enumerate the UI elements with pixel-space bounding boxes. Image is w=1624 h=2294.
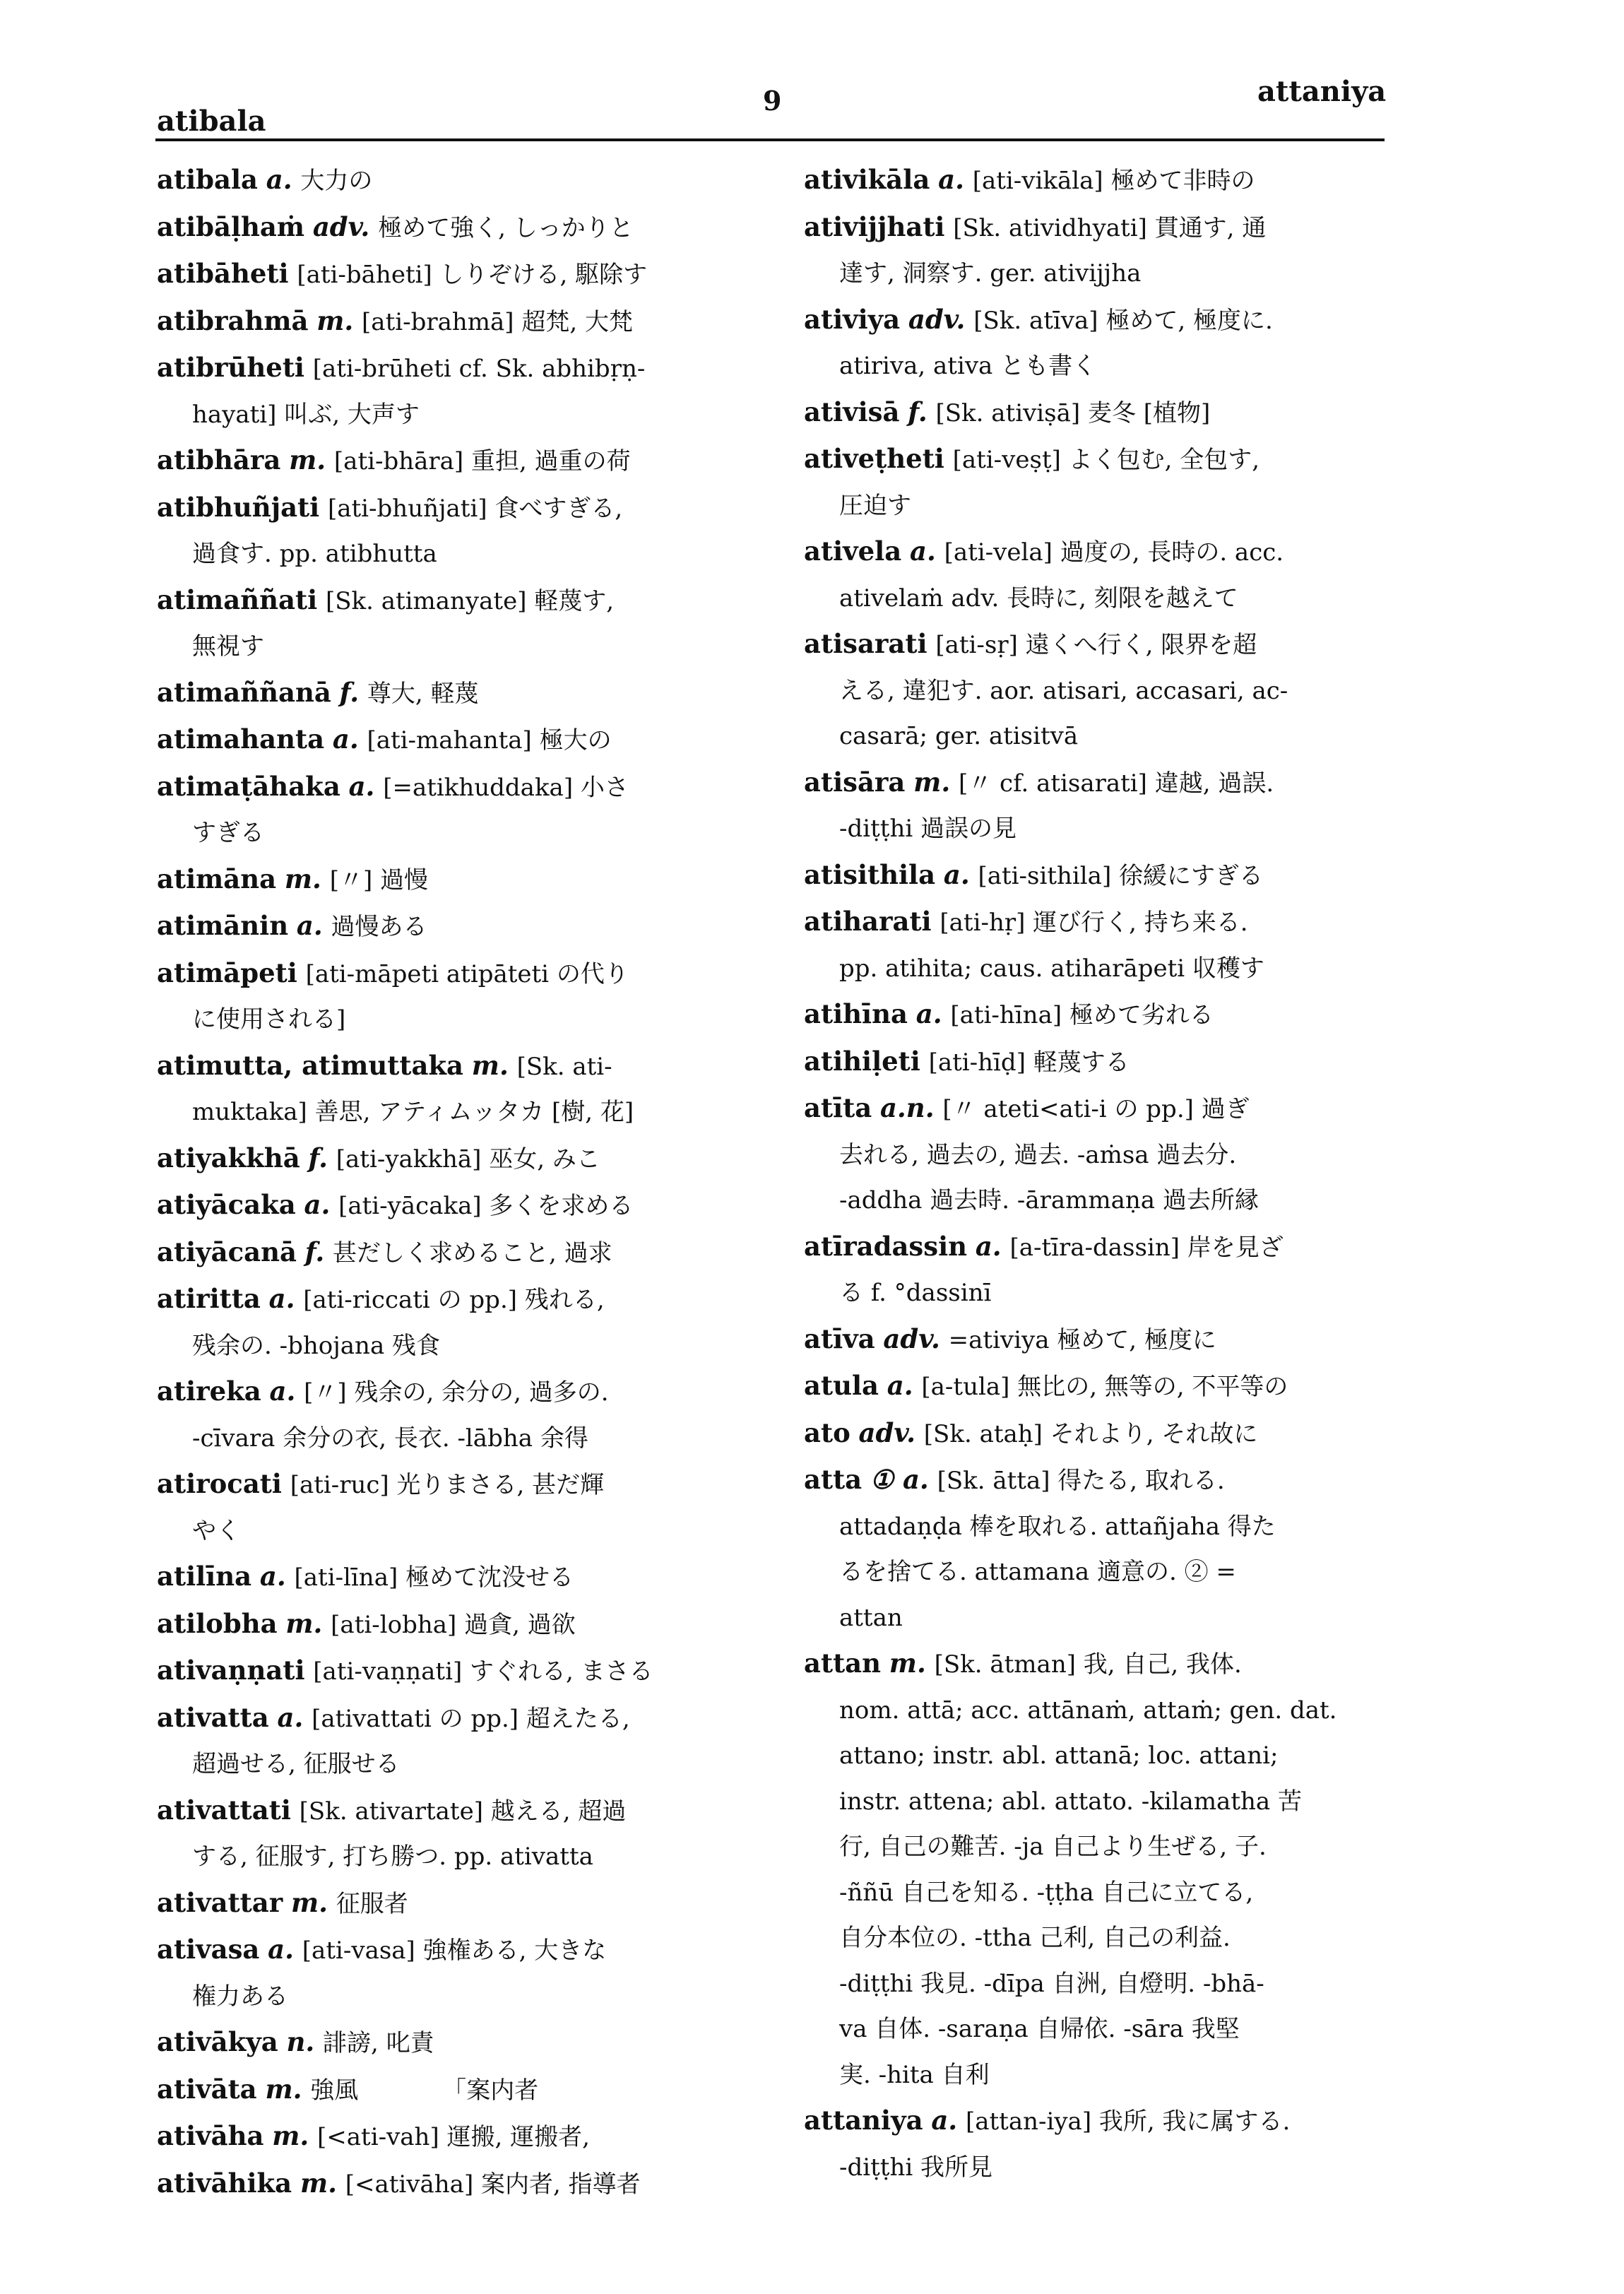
definition-continuation: 超過せる, 征服せる xyxy=(192,1750,400,1778)
definition-text: [ati-bāheti] しりぞける, 駆除す xyxy=(297,261,648,289)
definition-continuation: -diṭṭhi 我見. -dīpa 自洲, 自燈明. -bhā- xyxy=(839,1969,1264,1998)
grammar-tag: a. xyxy=(268,1283,295,1314)
dictionary-entry xyxy=(804,899,1390,991)
grammar-tag: a. xyxy=(269,1376,296,1407)
grammar-tag: a. xyxy=(296,910,323,941)
grammar-tag: f. xyxy=(908,396,927,427)
definition-text: [ati-lobha] 過貪, 過欲 xyxy=(331,1610,576,1639)
grammar-tag: m. xyxy=(291,1886,328,1918)
left-column xyxy=(157,157,771,2207)
headword: atīta xyxy=(804,1092,872,1123)
grammar-tag: a. xyxy=(943,858,970,890)
definition-text: 誹謗, 叱責 xyxy=(323,2029,434,2057)
definition-continuation: attadaṇḍa 棒を取れる. attañjaha 得た xyxy=(839,1512,1276,1541)
definition-continuation: える, 違犯す. aor. atisari, accasari, ac- xyxy=(839,676,1288,705)
definition-continuation: 権力ある xyxy=(192,1982,288,2011)
dictionary-entry xyxy=(157,1787,771,1880)
definition-text: [ati-ruc] 光りまさる, 甚だ輝 xyxy=(290,1471,605,1499)
headword: ativasa xyxy=(157,1934,260,1965)
definition-continuation: -diṭṭhi 我所見 xyxy=(839,2153,993,2182)
headword: atireka xyxy=(157,1376,261,1407)
headword: ativāha xyxy=(157,2120,264,2151)
definition-continuation: pp. atihita; caus. atiharāpeti 収穫す xyxy=(839,954,1264,983)
headword: atilobha xyxy=(157,1607,278,1639)
dictionary-entry xyxy=(157,1461,771,1554)
definition-continuation: 圧迫す xyxy=(839,491,911,520)
definition-text: [=atikhuddaka] 小さ xyxy=(383,773,629,802)
right-column xyxy=(804,157,1390,2190)
definition-text: [<ativāha] 案内者, 指導者 xyxy=(345,2170,641,2199)
headword: atisāra xyxy=(804,766,906,798)
headword: atiyācaka xyxy=(157,1189,296,1220)
grammar-tag: a. xyxy=(887,1370,913,1401)
dictionary-entry xyxy=(804,157,1390,204)
definition-text: [ati-vela] 過度の, 長時の. acc. xyxy=(944,538,1284,567)
headword: ativiya xyxy=(804,303,901,335)
grammar-tag: m. xyxy=(284,863,321,894)
definition-text: 征服者 xyxy=(336,1889,408,1918)
definition-text: [ati-sithila] 徐緩にすぎる xyxy=(978,861,1264,890)
dictionary-entry xyxy=(157,1601,771,1648)
definition-text: [ati-bhāra] 重担, 過重の荷 xyxy=(333,447,631,475)
headword: ativeṭheti xyxy=(804,443,944,474)
definition-text: [〃] 残余の, 余分の, 過多の. xyxy=(304,1378,609,1407)
dictionary-entry xyxy=(157,157,771,204)
headword: ativattati xyxy=(157,1794,291,1826)
headword: atibala xyxy=(157,164,258,195)
dictionary-entry xyxy=(157,1695,771,1787)
definition-text: [Sk. atividhyati] 貫通す, 通 xyxy=(953,213,1267,242)
dictionary-entry xyxy=(157,1229,771,1277)
dictionary-entry xyxy=(157,2019,771,2067)
headword: ativākya xyxy=(157,2026,278,2057)
headword: atibhāra xyxy=(157,444,281,475)
definition-text: [ati-hīna] 極めて劣れる xyxy=(950,1001,1214,1029)
grammar-tag: a. xyxy=(268,1934,295,1965)
definition-text: [Sk. ātman] 我, 自己, 我体. xyxy=(934,1650,1242,1679)
definition-continuation: すぎる xyxy=(192,819,264,847)
dictionary-entry xyxy=(157,1368,771,1461)
definition-text: [〃 ateti<ati-i の pp.] 過ぎ xyxy=(942,1095,1250,1123)
definition-text: [a-tula] 無比の, 無等の, 不平等の xyxy=(921,1373,1288,1401)
definition-continuation: 自分本位の. -ttha 己利, 自己の利益. xyxy=(839,1924,1231,1952)
dictionary-entry xyxy=(157,204,771,252)
headword: atimaññati xyxy=(157,584,318,615)
page-number: 9 xyxy=(763,85,782,117)
headword: ativāta xyxy=(157,2073,257,2105)
definition-continuation: nom. attā; acc. attānaṁ, attaṁ; gen. dat. xyxy=(839,1696,1337,1725)
headword: atimāpeti xyxy=(157,957,297,988)
dictionary-entry xyxy=(157,437,771,485)
definition-text: [ati-brahmā] 超梵, 大梵 xyxy=(362,307,633,336)
definition-continuation: -addha 過去時. -ārammaṇa 過去所縁 xyxy=(839,1186,1259,1214)
headword: ativikāla xyxy=(804,164,930,195)
definition-text: [Sk. ataḥ] それより, それ故に xyxy=(923,1419,1258,1448)
definition-continuation: atiriva, ativa とも書く xyxy=(839,352,1097,380)
header-rule xyxy=(155,138,1385,141)
grammar-tag: a. xyxy=(909,536,936,567)
dictionary-entry xyxy=(157,1182,771,1229)
dictionary-entry xyxy=(157,856,771,904)
definition-text: 甚だしく求めること, 過求 xyxy=(333,1238,612,1267)
headword: atirocati xyxy=(157,1468,282,1499)
headword: attan xyxy=(804,1648,882,1679)
headword: atīradassin xyxy=(804,1230,968,1262)
dictionary-entry xyxy=(804,1363,1390,1410)
grammar-tag: a. xyxy=(915,998,942,1029)
definition-continuation: hayati] 叫ぶ, 大声す xyxy=(192,400,420,429)
definition-text: [ati-vaṇṇati] すぐれる, まさる xyxy=(313,1657,653,1686)
headword: atihiḷeti xyxy=(804,1045,920,1077)
dictionary-entry xyxy=(804,389,1390,437)
definition-text: [<ati-vah] 運搬, 運搬者, xyxy=(317,2123,590,2151)
dictionary-entry xyxy=(804,528,1390,621)
headword: atimutta, atimuttaka xyxy=(157,1049,464,1081)
headword: atihīna xyxy=(804,998,908,1029)
definition-continuation: -cīvara 余分の衣, 長衣. -lābha 余得 xyxy=(192,1424,588,1453)
grammar-tag: adv. xyxy=(312,211,370,242)
dictionary-entry xyxy=(157,2067,771,2114)
grammar-tag: m. xyxy=(265,2073,302,2105)
definition-continuation: 行, 自己の難苦. -ja 自己より生ぜる, 子. xyxy=(839,1833,1267,1861)
headword: atibāheti xyxy=(157,258,289,289)
grammar-tag: m. xyxy=(285,1607,323,1639)
definition-text: 極めて強く, しっかりと xyxy=(378,213,634,242)
definition-continuation: va 自体. -saraṇa 自帰依. -sāra 我堅 xyxy=(839,2015,1240,2043)
definition-continuation: 去れる, 過去の, 過去. -aṁsa 過去分. xyxy=(839,1140,1237,1169)
definition-continuation: 実. -hita 自利 xyxy=(839,2060,990,2089)
definition-continuation: 無視す xyxy=(192,632,264,661)
headword: ativaṇṇati xyxy=(157,1655,305,1686)
dictionary-entry xyxy=(157,1927,771,2019)
headword: ativisā xyxy=(804,396,900,427)
headword: atula xyxy=(804,1370,879,1401)
dictionary-entry xyxy=(157,251,771,298)
headword: ativijjhati xyxy=(804,211,945,242)
dictionary-entry xyxy=(157,1276,771,1368)
headword: atimānin xyxy=(157,910,289,941)
dictionary-entry xyxy=(157,1554,771,1601)
grammar-tag: a. xyxy=(259,1561,286,1592)
dictionary-entry xyxy=(804,1085,1390,1224)
guide-word-right: attaniya xyxy=(1257,75,1387,108)
definition-text: [attan-iya] 我所, 我に属する. xyxy=(965,2107,1291,2136)
definition-text: =ativiya 極めて, 極度に xyxy=(948,1325,1216,1354)
definition-text: [ati-bhuñjati] 食べすぎる, xyxy=(327,494,623,523)
dictionary-entry xyxy=(157,345,771,437)
grammar-tag: a. xyxy=(304,1189,331,1220)
grammar-tag: m. xyxy=(913,766,951,798)
definition-text: 強風 「案内者 xyxy=(310,2076,539,2105)
headword: atimaṭāhaka xyxy=(157,770,340,802)
dictionary-entry xyxy=(804,297,1390,389)
definition-text: [ati-vikāla] 極めて非時の xyxy=(972,167,1255,195)
definition-text: [ati-sṛ] 遠くへ行く, 限界を超 xyxy=(935,631,1257,659)
headword: atimaññanā xyxy=(157,676,331,708)
headword: attaniya xyxy=(804,2105,923,2136)
definition-continuation: attano; instr. abl. attanā; loc. attani; xyxy=(839,1742,1279,1770)
definition-text: [Sk. ātta] 得たる, 取れる. xyxy=(937,1467,1225,1495)
dictionary-entry xyxy=(804,1224,1390,1316)
headword: atibrūheti xyxy=(157,352,304,383)
grammar-tag: a. xyxy=(975,1230,1002,1262)
dictionary-entry xyxy=(804,2098,1390,2190)
dictionary-entry xyxy=(804,204,1390,297)
dictionary-entry xyxy=(804,852,1390,899)
grammar-tag: a. xyxy=(938,164,964,195)
dictionary-entry xyxy=(804,1640,1390,2098)
grammar-tag: m. xyxy=(289,444,326,475)
dictionary-entry xyxy=(157,485,771,577)
definition-text: [ati-veṣṭ] よく包む, 全包す, xyxy=(952,446,1260,474)
definition-continuation: する, 征服す, 打ち勝つ. pp. ativatta xyxy=(192,1843,593,1871)
headword: atiharati xyxy=(804,906,932,937)
definition-continuation: 達す, 洞察す. ger. ativijjha xyxy=(839,259,1142,288)
definition-continuation: るを捨てる. attamana 適意の. ② = xyxy=(839,1558,1236,1586)
definition-text: [ati-līna] 極めて沈没せる xyxy=(294,1563,574,1592)
definition-text: 過慢ある xyxy=(331,913,427,941)
grammar-tag: adv. xyxy=(858,1417,916,1448)
definition-text: [Sk. atimanyate] 軽蔑す, xyxy=(325,586,615,615)
grammar-tag: m. xyxy=(889,1648,926,1679)
definition-text: [a-tīra-dassin] 岸を見ざ xyxy=(1009,1233,1284,1262)
grammar-tag: a. xyxy=(277,1701,304,1733)
headword: ativattar xyxy=(157,1886,283,1918)
dictionary-entry xyxy=(157,1880,771,1927)
definition-text: [ati-māpeti atipāteti の代り xyxy=(305,959,629,988)
dictionary-entry xyxy=(804,1316,1390,1364)
headword: ativatta xyxy=(157,1701,269,1733)
headword: atibhuñjati xyxy=(157,491,320,523)
dictionary-entry xyxy=(804,436,1390,528)
headword: atisithila xyxy=(804,858,936,890)
definition-continuation: る f. °dassinī xyxy=(839,1279,992,1307)
dictionary-entry xyxy=(157,298,771,345)
guide-word-left: atibala xyxy=(157,105,266,138)
grammar-tag: f. xyxy=(339,676,360,708)
definition-continuation: instr. attena; abl. attato. -kilamatha 苦 xyxy=(839,1787,1302,1816)
definition-text: [ati-riccati の pp.] 残れる, xyxy=(303,1286,605,1314)
grammar-tag: m. xyxy=(471,1049,509,1081)
dictionary-entry xyxy=(157,1043,771,1135)
grammar-tag: adv. xyxy=(883,1323,940,1354)
dictionary-entry xyxy=(157,1135,771,1183)
dictionary-entry xyxy=(804,991,1390,1039)
grammar-tag: a.n. xyxy=(879,1092,935,1123)
grammar-tag: ① a. xyxy=(870,1464,929,1495)
headword: atisarati xyxy=(804,628,927,659)
definition-text: [ati-hṛ] 運び行く, 持ち来る. xyxy=(940,909,1248,937)
dictionary-entry xyxy=(157,950,771,1043)
dictionary-entry xyxy=(804,1410,1390,1458)
grammar-tag: m. xyxy=(316,305,354,336)
definition-continuation: casarā; ger. atisitvā xyxy=(839,722,1079,750)
grammar-tag: a. xyxy=(931,2105,958,2136)
headword: ativāhika xyxy=(157,2167,292,2199)
headword: atibāḷhaṁ xyxy=(157,211,305,242)
definition-text: [ati-brūheti cf. Sk. abhibṛṇ- xyxy=(312,355,646,383)
dictionary-entry xyxy=(157,764,771,856)
dictionary-entry xyxy=(157,1648,771,1695)
definition-continuation: -diṭṭhi 過誤の見 xyxy=(839,815,1017,843)
dictionary-entry xyxy=(157,903,771,950)
headword: atimāna xyxy=(157,863,277,894)
definition-continuation: muktaka] 善思, アティムッタカ [樹, 花] xyxy=(192,1098,634,1126)
dictionary-entry xyxy=(157,2113,771,2160)
dictionary-entry xyxy=(157,716,771,764)
grammar-tag: m. xyxy=(300,2167,337,2199)
headword: atiritta xyxy=(157,1283,261,1314)
headword: atiyācanā xyxy=(157,1236,297,1267)
definition-text: [ati-yācaka] 多くを求める xyxy=(338,1192,634,1220)
dictionary-entry xyxy=(157,2160,771,2208)
definition-text: [〃 cf. atisarati] 違越, 過誤. xyxy=(958,769,1274,798)
headword: atta xyxy=(804,1464,863,1495)
definition-continuation: attan xyxy=(839,1603,903,1632)
definition-text: 大力の xyxy=(300,167,373,195)
definition-continuation: やく xyxy=(192,1516,240,1545)
definition-continuation: に使用される] xyxy=(192,1005,346,1034)
definition-text: [ati-yakkhā] 巫女, みこ xyxy=(336,1145,600,1173)
definition-text: [ati-mahanta] 極大の xyxy=(367,726,612,755)
definition-text: [ati-vasa] 強権ある, 大きな xyxy=(302,1937,607,1965)
grammar-tag: f. xyxy=(308,1142,328,1173)
grammar-tag: a. xyxy=(266,164,292,195)
dictionary-entry xyxy=(157,577,771,670)
grammar-tag: n. xyxy=(286,2026,315,2057)
dictionary-entry xyxy=(804,1039,1390,1086)
definition-text: [Sk. ati- xyxy=(516,1052,612,1081)
dictionary-entry xyxy=(157,670,771,717)
definition-continuation: -ññū 自己を知る. -ṭṭha 自己に立てる, xyxy=(839,1878,1254,1907)
grammar-tag: f. xyxy=(304,1236,325,1267)
headword: atibrahmā xyxy=(157,305,309,336)
definition-continuation: ativelaṁ adv. 長時に, 刻限を越えて xyxy=(839,584,1238,613)
grammar-tag: m. xyxy=(272,2120,309,2151)
headword: atiyakkhā xyxy=(157,1142,300,1173)
definition-text: [ativattati の pp.] 超えたる, xyxy=(312,1704,630,1733)
definition-text: [Sk. ativiṣā] 麦冬 [植物] xyxy=(935,398,1211,427)
dictionary-entry xyxy=(804,759,1390,852)
definition-continuation: 過食す. pp. atibhutta xyxy=(192,540,437,568)
headword: atīva xyxy=(804,1323,875,1354)
definition-text: [Sk. ativartate] 越える, 超過 xyxy=(299,1797,627,1826)
definition-text: [Sk. atīva] 極めて, 極度に. xyxy=(973,306,1273,335)
headword: atilīna xyxy=(157,1561,252,1592)
headword: ato xyxy=(804,1417,850,1448)
dictionary-entry xyxy=(804,621,1390,759)
definition-text: [ati-hīḍ] 軽蔑する xyxy=(928,1048,1130,1077)
definition-text: [〃] 過慢 xyxy=(329,865,429,894)
grammar-tag: a. xyxy=(348,770,375,802)
dictionary-entry xyxy=(804,1457,1390,1640)
definition-text: 尊大, 軽蔑 xyxy=(367,679,479,708)
headword: atimahanta xyxy=(157,723,325,755)
headword: ativela xyxy=(804,536,902,567)
grammar-tag: adv. xyxy=(908,303,966,335)
definition-continuation: 残余の. -bhojana 残食 xyxy=(192,1331,441,1360)
grammar-tag: a. xyxy=(332,723,359,755)
